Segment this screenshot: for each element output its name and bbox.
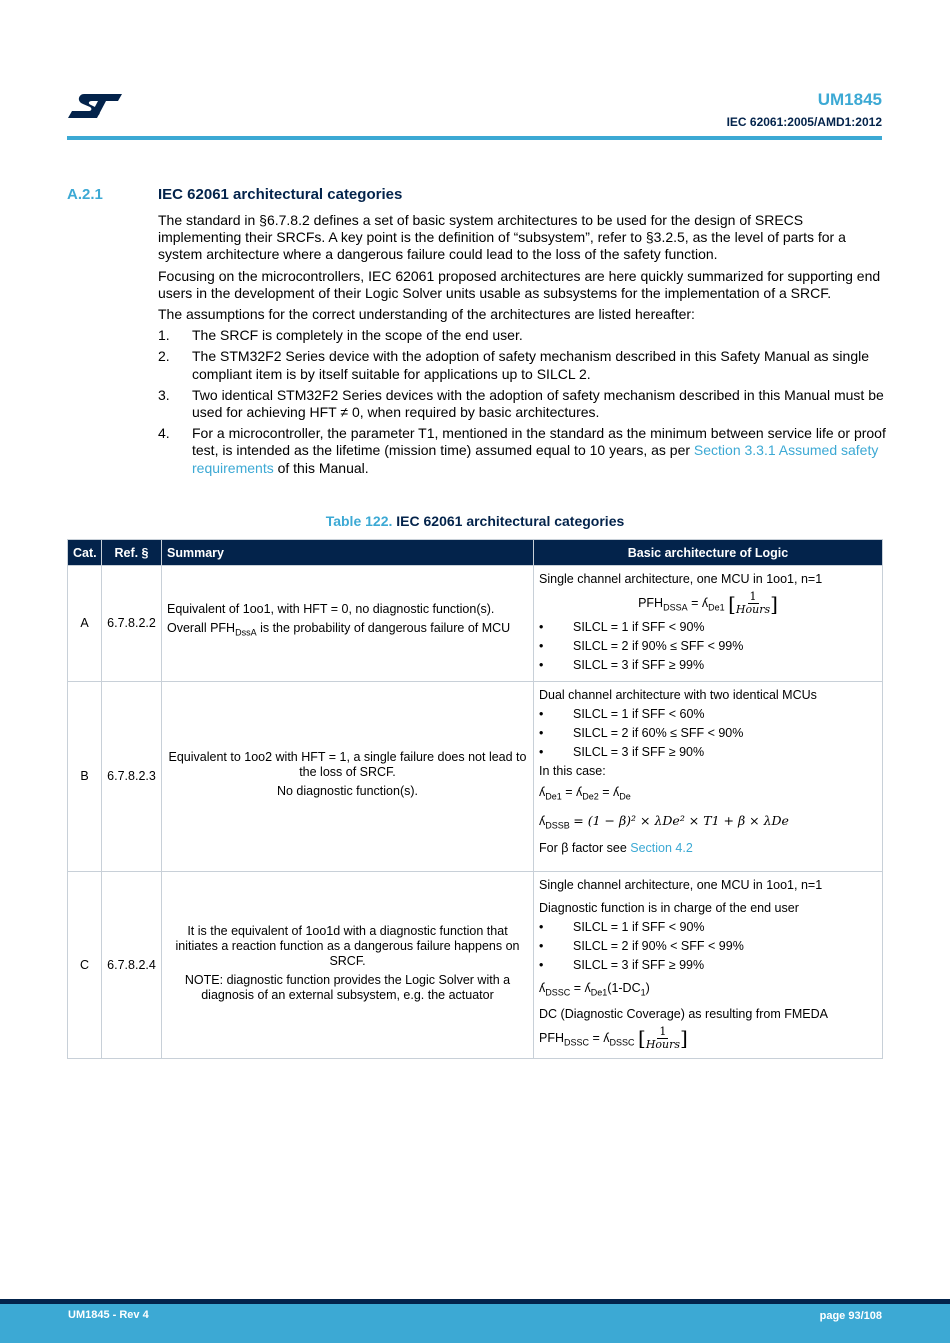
bullet-item (539, 707, 877, 722)
eq-sub: De (619, 791, 631, 802)
cell-summary (162, 682, 534, 872)
summary-pre: Overall PFH (167, 621, 236, 636)
cell-cat: C (68, 872, 102, 1059)
eq-lhs: ʎ (539, 813, 546, 828)
formula-eq: = ʎ (589, 1030, 610, 1045)
eq-rhs: = (1 − β)² × λDe² × T1 + β × λDe (573, 812, 789, 828)
bullet-item (539, 939, 877, 954)
summary-text: Equivalent of 1oo1, with HFT = 0, no diagnostic function(s). (167, 602, 495, 617)
bullet-icon: • (539, 639, 544, 653)
table-number: Table 122. (325, 513, 393, 529)
bullet-item (539, 658, 877, 673)
list-text: Two identical STM32F2 Series devices with the adoption of safety mechanism described in this Manual must be used for achieving HFT ≠ 0, when required by basic architectures. (192, 386, 884, 421)
eq-part: = ʎ (598, 785, 620, 799)
section-number: A.2.1 (67, 186, 103, 203)
document-id: UM1845 (817, 90, 882, 109)
eq-part: (1-DC (607, 981, 641, 995)
paragraph: Focusing on the microcontrollers, IEC 62061 proposed architectures are here quickly summarized for supporting end users in the development of their Logic Solver units usable as subsystems for the implementation of a SRCF. (158, 267, 881, 301)
eq-sub: De2 (582, 791, 599, 802)
list-item (158, 387, 886, 421)
list-item (158, 348, 886, 382)
eq-part: = ʎ (561, 785, 583, 799)
header-ref: Ref. § (102, 540, 162, 566)
hours-fraction: [ 1 Hours ] (638, 1024, 688, 1051)
list-item (158, 425, 886, 477)
pfh-formula (539, 591, 877, 616)
summary-text: No diagnostic function(s). (276, 784, 419, 798)
list-text-tail: of this Manual. (273, 459, 369, 476)
fraction-denominator: Hours (645, 1037, 681, 1051)
list-text: The STM32F2 Series device with the adoption of safety mechanism described in this Safety Manual as single compliant item is by itself suitable for applications up to SILCL 2. (192, 348, 870, 382)
section-link[interactable]: Section 4.2 (630, 841, 693, 855)
summary-text (167, 621, 528, 641)
bullet-text: SILCL = 1 if SFF < 90% (573, 920, 705, 934)
section-body (158, 212, 886, 481)
bullet-icon: • (539, 707, 544, 721)
list-number: 4. (158, 425, 170, 442)
architecture-table (67, 539, 883, 1059)
header-cat: Cat. (68, 540, 102, 566)
table-row (68, 682, 883, 872)
cell-summary (162, 872, 534, 1059)
section-link[interactable]: Section 3.3.1 Assumed safety requirements (192, 442, 879, 476)
summary-text: NOTE: diagnostic function provides the Logic Solver with a diagnosis of an external subsystem, e.g. the actuator (184, 972, 511, 1002)
bullet-icon: • (539, 620, 544, 634)
assumption-list (158, 327, 886, 477)
cell-ref: 6.7.8.2.2 (102, 566, 162, 682)
diagnostic-note: Diagnostic function is in charge of the end user (539, 901, 799, 915)
eq-part: ʎ (539, 981, 546, 995)
formula-rhs-sub: De1 (708, 602, 725, 613)
list-number: 1. (158, 327, 170, 344)
eq-sub: De1 (545, 791, 562, 802)
arch-intro: Dual channel architecture with two identical MCUs (539, 688, 817, 702)
bullet-item (539, 958, 877, 973)
eq-part: ʎ (539, 785, 546, 799)
bullet-icon: • (539, 939, 544, 953)
dc-text: DC (Diagnostic Coverage) as resulting from FMEDA (539, 1006, 828, 1021)
beta-reference (539, 841, 877, 856)
table-title: IEC 62061 architectural categories (396, 513, 625, 529)
eq-part: = ʎ (570, 981, 591, 995)
list-item (158, 327, 886, 344)
formula-eq: = ʎ (687, 595, 709, 610)
bullet-text: SILCL = 2 if 90% < SFF < 99% (573, 939, 744, 953)
table-header-row (68, 540, 883, 566)
cell-ref: 6.7.8.2.3 (102, 682, 162, 872)
paragraph: The assumptions for the correct understanding of the architectures are listed hereafter: (158, 306, 695, 323)
lambda-equation (539, 785, 877, 805)
arch-intro: Single channel architecture, one MCU in 1oo1, n=1 (539, 878, 823, 892)
bullet-text: SILCL = 2 if 60% ≤ SFF < 90% (573, 726, 744, 740)
in-this-case: In this case: (539, 764, 606, 778)
footer-page-number: page 93/108 (819, 1310, 882, 1322)
list-number: 2. (158, 348, 170, 365)
formula-lhs-sub: DSSC (564, 1036, 590, 1047)
eq-sub: De1 (590, 987, 608, 998)
bullet-text: SILCL = 3 if SFF ≥ 99% (573, 658, 705, 672)
summary-text: Equivalent to 1oo2 with HFT = 1, a single failure does not lead to the loss of SRCF. (168, 750, 527, 779)
summary-post: is the probability of dangerous failure of MCU (256, 621, 511, 636)
fraction-numerator: 1 (749, 590, 757, 603)
table-caption (0, 513, 950, 529)
eq-part: ) (645, 981, 650, 995)
summary-text: It is the equivalent of 1oo1d with a diagnostic function that initiates a reaction function as a dangerous failure happens on SRCF. (175, 923, 520, 968)
bullet-text: SILCL = 1 if SFF < 60% (573, 707, 705, 721)
header-summary: Summary (162, 540, 534, 566)
fraction-denominator: Hours (735, 603, 771, 616)
cell-architecture (534, 682, 883, 872)
bullet-icon: • (539, 658, 544, 672)
bullet-icon: • (539, 958, 544, 972)
formula-lhs-sub: DSSA (663, 602, 688, 613)
header-rule (67, 136, 882, 140)
table-row (68, 566, 883, 682)
eq-sub: 1 (640, 987, 646, 998)
section-title: IEC 62061 architectural categories (158, 186, 403, 203)
bullet-item (539, 639, 877, 654)
bullet-item (539, 920, 877, 935)
bullet-icon: • (539, 745, 544, 759)
paragraph: The standard in §6.7.8.2 defines a set of basic system architectures to be used for the design of SRECS implementing their SRCFs. A key point is the definition of “subsystem”, refer to §3.2.5, as the level of parts for a system architecture where a dangerous failure could lead to the loss of the safety function. (158, 212, 846, 263)
document-standard: IEC 62061:2005/AMD1:2012 (726, 115, 882, 129)
dssc-equation (539, 981, 877, 1001)
hours-fraction: [ 1 Hours ] (728, 590, 778, 616)
bullet-text: SILCL = 3 if SFF ≥ 99% (573, 958, 705, 972)
bullet-text: SILCL = 2 if 90% ≤ SFF < 99% (573, 639, 744, 653)
eq-lhs-sub: DSSB (545, 820, 570, 830)
cell-cat: B (68, 682, 102, 872)
list-text: The SRCF is completely in the scope of the end user. (192, 327, 523, 344)
fraction-numerator: 1 (659, 1024, 667, 1038)
footer-revision: UM1845 - Rev 4 (68, 1309, 149, 1321)
cell-architecture (534, 566, 883, 682)
dssb-equation (539, 813, 877, 834)
arch-intro: Single channel architecture, one MCU in 1oo1, n=1 (539, 572, 823, 586)
bullet-item (539, 745, 877, 760)
cell-summary (162, 566, 534, 682)
formula-rhs-sub: DSSC (609, 1036, 635, 1047)
beta-text: For β factor see (539, 841, 631, 855)
summary-sub: DssA (235, 627, 257, 638)
bullet-text: SILCL = 1 if SFF < 90% (573, 620, 705, 634)
list-number: 3. (158, 386, 170, 403)
formula-lhs: PFH (638, 595, 664, 610)
formula-lhs: PFH (539, 1030, 564, 1045)
table-row (68, 872, 883, 1059)
cell-ref: 6.7.8.2.4 (102, 872, 162, 1059)
bullet-item (539, 726, 877, 741)
bullet-icon: • (539, 726, 544, 740)
list-text: For a microcontroller, the parameter T1, mentioned in the standard as the minimum between service life or proof test, is intended as the lifetime (mission time) assumed equal to 10 years, as per (192, 425, 886, 459)
eq-sub: DSSC (545, 987, 571, 998)
st-logo-icon (66, 90, 124, 122)
pfh-formula (539, 1026, 877, 1051)
cell-architecture (534, 872, 883, 1059)
bullet-item (539, 620, 877, 635)
bullet-icon: • (539, 920, 544, 934)
header-architecture: Basic architecture of Logic (534, 540, 883, 566)
bullet-text: SILCL = 3 if SFF ≥ 90% (573, 745, 705, 759)
cell-cat: A (68, 566, 102, 682)
